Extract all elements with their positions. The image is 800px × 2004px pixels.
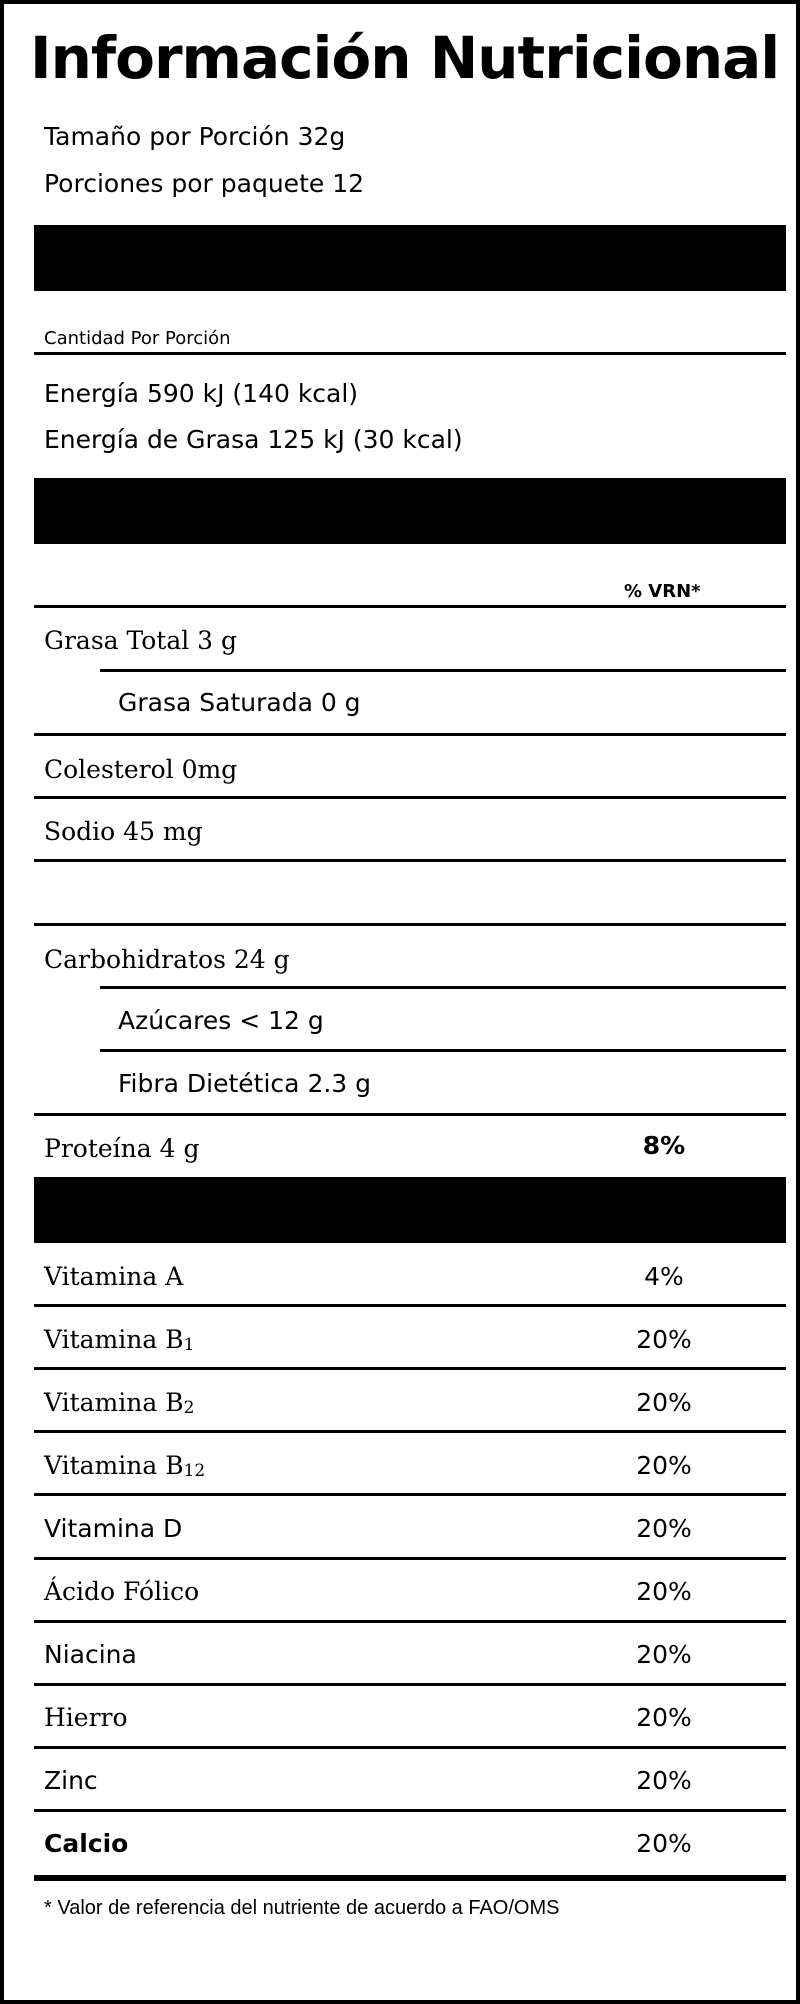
- divider-rule: [34, 1683, 786, 1686]
- vitamin-name-text: Vitamina D: [44, 1514, 183, 1543]
- vitamin-name: [44, 1702, 128, 1734]
- nutrient-sugars: Azúcares < 12 g: [118, 1006, 324, 1035]
- divider-rule: [34, 605, 786, 608]
- vitamin-percent: 20%: [636, 1766, 692, 1795]
- vitamin-percent: 20%: [636, 1829, 692, 1858]
- divider-bar-bottom: [34, 1177, 786, 1243]
- energy-from-fat: Energía de Grasa 125 kJ (30 kcal): [44, 425, 463, 454]
- vitamin-subscript: 1: [183, 1335, 195, 1355]
- serving-size: Tamaño por Porción 32g: [44, 122, 346, 151]
- vitamin-name-text: Vitamina B: [44, 1451, 184, 1480]
- vitamin-percent: 20%: [636, 1577, 692, 1606]
- divider-rule: [34, 1746, 786, 1749]
- vitamin-percent: 20%: [636, 1325, 692, 1354]
- divider-bar-top: [34, 225, 786, 291]
- divider-rule: [34, 1620, 786, 1623]
- divider-rule: [34, 1430, 786, 1433]
- nutrient-saturated-fat: Grasa Saturada 0 g: [118, 688, 361, 717]
- vitamin-name: [44, 1261, 183, 1293]
- divider-rule-indented: [100, 1049, 786, 1052]
- vitamin-percent: 20%: [636, 1640, 692, 1669]
- vitamin-name: [44, 1387, 194, 1422]
- divider-rule: [34, 1304, 786, 1307]
- protein-percent: 8%: [642, 1131, 686, 1160]
- vitamin-percent: 4%: [644, 1262, 684, 1291]
- divider-rule: [34, 352, 786, 355]
- vitamin-percent: 20%: [636, 1703, 692, 1732]
- nutrient-fiber: Fibra Dietética 2.3 g: [118, 1069, 372, 1098]
- vitamin-name-text: Niacina: [44, 1640, 137, 1669]
- divider-rule: [34, 796, 786, 799]
- divider-rule: [34, 1493, 786, 1496]
- vitamin-subscript: 12: [183, 1461, 206, 1481]
- nutrient-sodium: Sodio 45 mg: [44, 817, 203, 846]
- vitamin-percent: 20%: [636, 1451, 692, 1480]
- vitamin-percent: 20%: [636, 1388, 692, 1417]
- vitamin-name-text: Zinc: [44, 1766, 98, 1795]
- vitamin-name-text: Ácido Fólico: [44, 1577, 200, 1606]
- vitamin-name: [44, 1765, 98, 1797]
- divider-rule-indented: [100, 986, 786, 989]
- vitamin-name: [44, 1639, 137, 1671]
- nutrient-carbohydrates: Carbohidratos 24 g: [44, 945, 290, 974]
- nutrient-cholesterol: Colesterol 0mg: [44, 755, 238, 784]
- vitamin-name-text: Calcio: [44, 1829, 129, 1858]
- divider-bar-middle: [34, 478, 786, 544]
- energy-total: Energía 590 kJ (140 kcal): [44, 379, 359, 408]
- divider-rule: [34, 859, 786, 862]
- divider-rule: [34, 733, 786, 736]
- vitamin-name-text: Vitamina A: [44, 1262, 184, 1291]
- vitamin-subscript: 2: [183, 1398, 195, 1418]
- divider-rule: [34, 923, 786, 926]
- footnote: * Valor de referencia del nutriente de acuerdo a FAO/OMS: [44, 1897, 560, 1919]
- vitamin-name-text: Vitamina B: [44, 1325, 184, 1354]
- vitamin-name: [44, 1576, 199, 1608]
- vitamin-name: [44, 1513, 182, 1545]
- vrn-header: % VRN*: [624, 581, 701, 602]
- vitamin-name-text: Hierro: [44, 1703, 128, 1732]
- divider-rule: [34, 1809, 786, 1812]
- divider-thick-rule: [34, 1875, 786, 1881]
- vitamin-percent: 20%: [636, 1514, 692, 1543]
- divider-rule: [34, 1557, 786, 1560]
- vitamin-name-text: Vitamina B: [44, 1388, 184, 1417]
- divider-rule-indented: [100, 669, 786, 672]
- divider-rule: [34, 1113, 786, 1116]
- nutrient-protein: Proteína 4 g: [44, 1134, 200, 1163]
- label-title: Información Nutricional: [30, 24, 780, 92]
- vitamin-name: [44, 1828, 128, 1860]
- amount-per-serving-header: Cantidad Por Porción: [44, 328, 231, 349]
- vitamin-name: [44, 1324, 194, 1359]
- vitamin-name: [44, 1450, 205, 1485]
- nutrient-total-fat: Grasa Total 3 g: [44, 626, 238, 655]
- servings-per-package: Porciones por paquete 12: [44, 169, 365, 198]
- divider-rule: [34, 1367, 786, 1370]
